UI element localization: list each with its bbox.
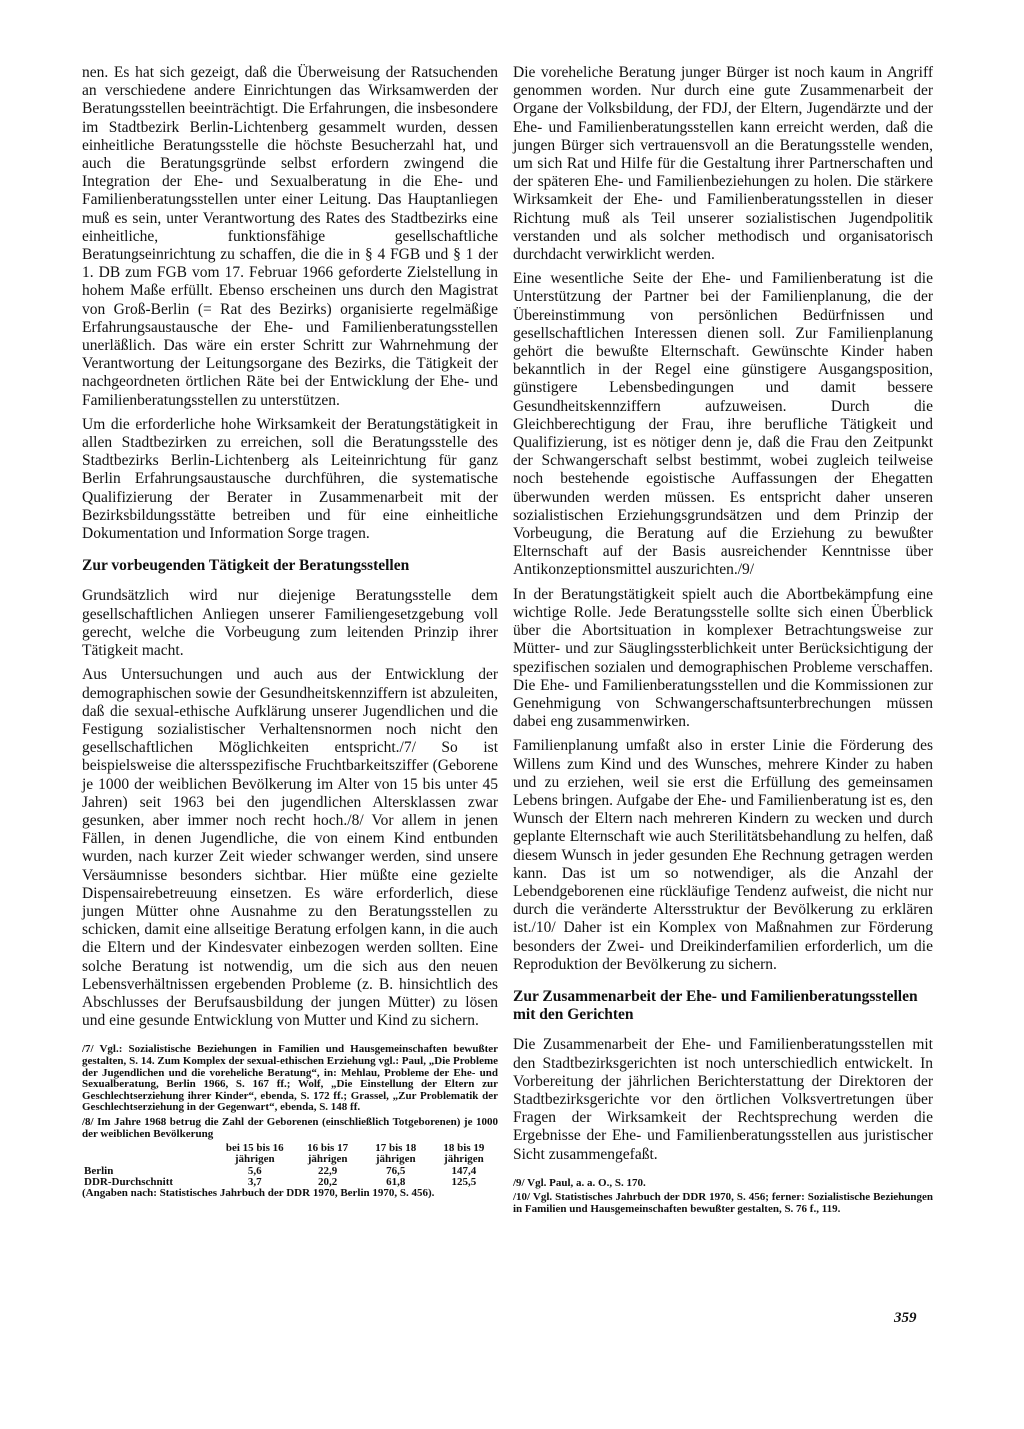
table-cell: 76,5 [386, 1164, 406, 1177]
table-cell: 20,2 [317, 1175, 338, 1188]
table-cell: 147,4 [451, 1164, 477, 1177]
row-label: Berlin [84, 1164, 114, 1177]
table-source: (Angaben nach: Statistisches Jahrbuch der DDR 1970, Berlin 1970, S. 456). [82, 1186, 435, 1199]
footnote-9: /9/ Vgl. Paul, a. a. O., S. 170. [513, 1176, 646, 1189]
left-column [82, 64, 498, 1203]
footnotes [513, 1178, 933, 1216]
table-cell: 5,6 [247, 1164, 262, 1177]
paragraph: Familienplanung umfaßt also in erster Linie die Förderung des Willens zum Kind und des Wunsches, mehrere Kinder zu haben und zu erziehen, weil sie erst die Erfüllung des gemeinsamen Lebens bringen. Aufgabe der Ehe- und Familienberatung ist es, den Wunsch der Eltern nach mehreren Kindern zu wecken und durch geplante Elternschaft wie auch Sterilitätsbehandlung zu helfen, daß diesem Wunsch in jeder gesunden Ehe Rechnung getragen werden kann. Das ist um so notwendiger, als die Anzahl der Lebendgeborenen eine rückläufige Tendenz aufweist, die nicht nur durch die veränderte Altersstruktur der Bevölkerung zu erklären ist./10/ Daher ist ein Komplex von Maßnahmen zur Förderung besonders der Zwei- und Dreikinderfamilien erforderlich, um die Reproduktion der Bevölkerung zu sichern. [513, 737, 933, 973]
table-header: bei 15 bis 16 jährigen [225, 1142, 284, 1166]
page-number: 359 [894, 1310, 917, 1326]
paragraph: Grundsätzlich wird nur diejenige Beratungsstelle dem gesellschaftlichen Anliegen unserer Familiengesetzgebung voll gerecht, welche die Vorbeugung zum leitenden Prinzip ihrer Tätigkeit macht. [82, 587, 498, 660]
footnote-7: /7/ Vgl.: Sozialistische Beziehungen in Familien und Hausgemeinschaften bewußter gestalten, S. 14. Zum Komplex der sexual-ethischen Erziehung vgl.: Paul, „Die Probleme der Jugendlichen und die voreheliche Beratung“, in: Mehlau, Probleme der Ehe- und Sexualberatung, Berlin 1966, S. 167 ff.; Wolf, „Die Einstellung der Eltern zur Geschlechtserziehung ihrer Kinder“, ebenda, S. 172 ff.; Grassel, „Zur Problematik der Geschlechtserziehung in der Gegenwart“, ebenda, S. 148 ff. [82, 1043, 498, 1114]
table-cell: 22,9 [317, 1164, 338, 1177]
paragraph: Die Zusammenarbeit der Ehe- und Familienberatungsstellen mit den Stadtbezirksgerichten ist noch unterschiedlich entwickelt. In Vorbereitung der jährlichen Berichterstattung der Direktoren der Stadtbezirksgerichte vor den örtlichen Volksvertretungen über Fragen der Wirksamkeit der Rechtsprechung werden die Ergebnisse der Ehe- und Familienberatungsstellen aus juristischer Sicht zusammengefaßt. [513, 1036, 933, 1163]
footnote-8: /8/ Im Jahre 1968 betrug die Zahl der Geborenen (einschließlich Totgeborenen) je 1000 der weiblichen Bevölkerung [82, 1115, 498, 1140]
paragraph: nen. Es hat sich gezeigt, daß die Überweisung der Ratsuchenden an verschiedene andere Einrichtungen das Wirksamwerden der Beratungsstellen beeinträchtigt. Die Erfahrungen, die insbesondere im Stadtbezirk Berlin-Lichtenberg gesammelt wurden, dessen einheitliche Beratungsstelle die höchste Besucherzahl hat, und auch die Beratungsgründe selbst erfordern zwingend die Integration der Ehe- und Sexualberatung in die Ehe- und Familienberatungsstellen unter einer Leitung. Das Hauptanliegen muß es sein, unter Verantwortung des Rates des Stadtbezirks eine einheitliche, funktionsfähige gesellschaftliche Beratungseinrichtung zu schaffen, die die in § 4 FGB und § 1 der 1. DB zum FGB vom 17. Februar 1966 geforderte Zielstellung in hohem Maße erfüllt. Ebenso erscheinen uns durch den Magistrat von Groß-Berlin (= Rat des Bezirks) organisierte regelmäßige Erfahrungsaustausche der Ehe- und Familienberatungsstellen unerläßlich. Das wäre ein erster Schritt zur Wahrnehmung der Verantwortung der Leitungsorgane des Bezirks, die Tätigkeit der nachgeordneten örtlichen Räte bei der Entwicklung der Ehe- und Familienberatungsstellen zu unterstützen. [82, 64, 498, 409]
footnotes [82, 1044, 498, 1199]
table-cell: 3,7 [247, 1175, 262, 1188]
section-heading: Zur vorbeugenden Tätigkeit der Beratungsstellen [82, 557, 410, 575]
section-heading: Zur Zusammenarbeit der Ehe- und Familienberatungsstellen mit den Gerichten [513, 987, 918, 1024]
footnote-10: /10/ Vgl. Statistisches Jahrbuch der DDR 1970, S. 456; ferner: Sozialistische Beziehungen in Familien und Hausgemeinschaften bewußter gestalten, S. 76 f., 119. [513, 1191, 933, 1215]
table-cell: 61,8 [386, 1175, 406, 1188]
paragraph: In der Beratungstätigkeit spielt auch die Abortbekämpfung eine wichtige Rolle. Jede Beratungsstelle sollte sich einen Überblick über die Abortsituation in komplexer Betrachtungsweise zur Mütter- und zur Säuglingssterblichkeit unter Berücksichtigung der spezifischen sozialen und demographischen Probleme verschaffen. Die Ehe- und Familienberatungsstellen und die Kommissionen zur Genehmigung von Schwangerschaftsunterbrechungen müssen dabei eng zusammenwirken. [513, 585, 933, 731]
table-header: 18 bis 19 jährigen [443, 1142, 485, 1166]
paragraph: Die voreheliche Beratung junger Bürger ist noch kaum in Angriff genommen worden. Nur durch eine gute Zusammenarbeit der Organe der Volksbildung, der FDJ, der Eltern, Jugendärzte und der Ehe- und Familienberatungsstellen kann erreicht werden, daß die jungen Bürger sich vertrauensvoll an die Beratungsstelle wenden, um sich Rat und Hilfe für die Gestaltung ihrer Partnerschaften und der späteren Ehe- und Familienbeziehungen zu holen. Die stärkere Wirksamkeit der Ehe- und Familienberatungsstellen in dieser Richtung muß als Teil unserer sozialistischen Jugendpolitik verstanden und als solcher methodisch und organisatorisch durchdacht verwirklicht werden. [513, 64, 933, 264]
birth-rate-table [82, 1143, 498, 1188]
table-header-row [82, 1143, 498, 1165]
right-column [513, 64, 933, 1219]
row-label: DDR-Durchschnitt [84, 1175, 174, 1188]
paragraph: Um die erforderliche hohe Wirksamkeit der Beratungstätigkeit in allen Stadtbezirken zu erreichen, soll die Beratungsstelle des Stadtbezirks Berlin-Lichtenberg als Leiteinrichtung für ganz Berlin Erfahrungsaustausche durchführen, die systematische Qualifizierung der Berater in Zusammenarbeit mit der Bezirksbildungsstätte betreiben und für eine einheitliche Dokumentation und Information Sorge tragen. [82, 415, 498, 543]
table-header: 16 bis 17 jährigen [307, 1142, 349, 1166]
table-cell: 125,5 [451, 1175, 477, 1188]
paragraph: Aus Untersuchungen und auch aus der Entwicklung der demographischen sowie der Gesundheitskennziffern ist abzuleiten, daß die sexual-ethische Aufklärung unserer Jugendlichen und die Festigung sozialistischer Verhaltensnormen noch nicht den gesellschaftlichen Möglichkeiten entspricht./7/ So ist beispielsweise die altersspezifische Fruchtbarkeitsziffer (Geborene je 1000 der weiblichen Bevölkerung im Alter von 15 bis unter 45 Jahren) seit 1963 bei den jugendlichen Altersklassen zwar gesunken, aber immer noch recht hoch./8/ Vor allem in jenen Fällen, in denen Jugendliche, die von einem Kind entbunden wurden, nach kurzer Zeit wieder schwanger werden, sind unsere Versäumnisse besonders sichtbar. Hier müßte eine gezielte Dispensairebetreuung einsetzen. Es wäre erforderlich, diese jungen Mütter ohne Ausnahme zu den Beratungsstellen zu schicken, damit eine allseitige Beratung erfolgen kann, in die auch die Eltern und der Kindesvater einbezogen werden sollten. Eine solche Beratung ist notwendig, um die sich aus den neuen Lebensverhältnissen ergebenden Probleme (z. B. hinsichtlich des Abschlusses der Berufsausbildung der jungen Mütter) zu lösen und eine gesunde Entwicklung von Mutter und Kind zu sichern. [82, 666, 498, 1030]
paragraph: Eine wesentliche Seite der Ehe- und Familienberatung ist die Unterstützung der Partner bei der Familienplanung, die der Übereinstimmung von persönlichen Bedürfnissen und gesellschaftlichen Interessen dienen soll. Zur Familienplanung gehört die bewußte Elternschaft. Gewünschte Kinder haben bekanntlich in der Regel eine günstigere Ausgangsposition, günstigere Lebensbedingungen und damit bessere Gesundheitskennziffern aufzuweisen. Durch die Gleichberechtigung der Frau, ihre berufliche Tätigkeit und Qualifizierung, ist es nötiger denn je, daß die Frau den Zeitpunkt der Schwangerschaft selbst bestimmt, wobei zugleich teilweise noch bestehende egoistische Auffassungen der Ehegatten überwunden werden müssen. Es entspricht daher unseren sozialistischen Erziehungsgrundsätzen und dem Prinzip der Vorbeugung, die Beratung auf die Erziehung zu bewußter Elternschaft auf der Basis ausreichender Kenntnisse über Antikonzeptionsmittel auszurichten./9/ [513, 270, 933, 579]
table-header: 17 bis 18 jährigen [375, 1142, 417, 1166]
